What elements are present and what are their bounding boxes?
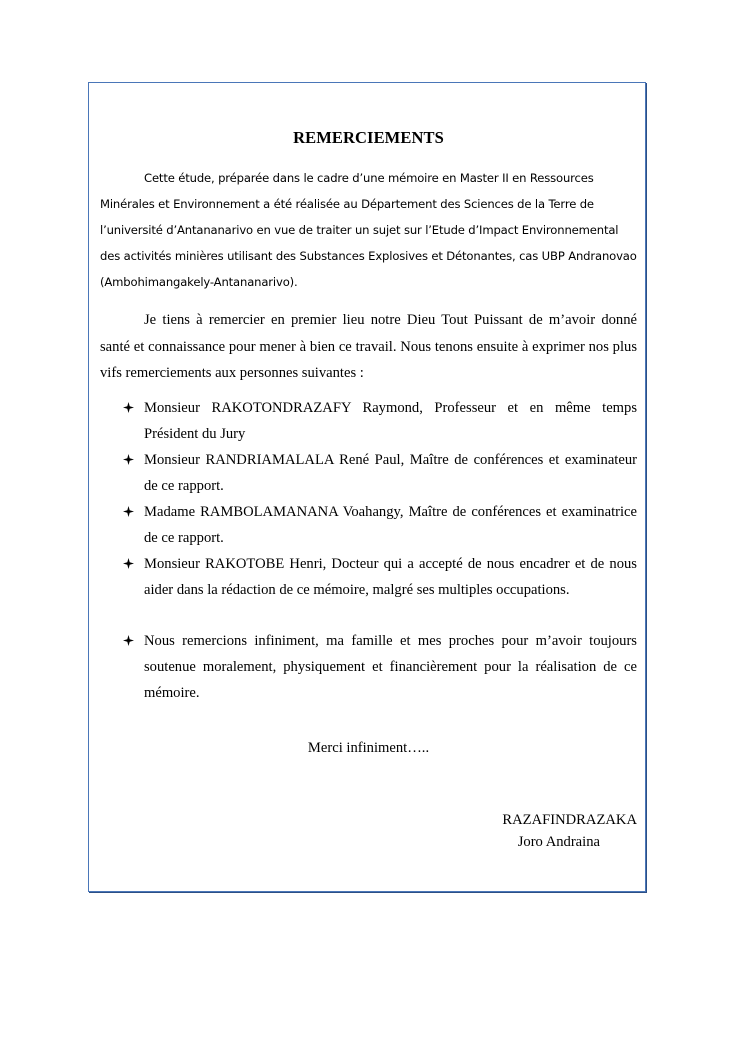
list-item-text: Monsieur RAKOTONDRAZAFY Raymond, Professeur et en même temps Président du Jury bbox=[144, 399, 637, 442]
list-item-text: Madame RAMBOLAMANANA Voahangy, Maître de conférences et examinatrice de ce rapport. bbox=[144, 503, 637, 546]
list-item-text: Monsieur RAKOTOBE Henri, Docteur qui a accepté de nous encadrer et de nous aider dans la rédaction de ce mémoire, malgré ses multiples occupations. bbox=[144, 555, 637, 598]
list-item bbox=[100, 551, 637, 603]
diamond-bullet-icon bbox=[123, 558, 134, 569]
signature-surname: RAZAFINDRAZAKA bbox=[502, 811, 637, 828]
signature-block bbox=[100, 809, 637, 853]
page-title: REMERCIEMENTS bbox=[293, 128, 444, 147]
thanks-paragraph: Je tiens à remercier en premier lieu notre Dieu Tout Puissant de m’avoir donné santé et connaissance pour mener à bien ce travail. Nous tenons ensuite à exprimer nos plus vifs remerciements aux personnes suivantes : bbox=[100, 312, 637, 381]
document-body bbox=[100, 128, 637, 853]
signature-firstname: Joro Andraina bbox=[517, 833, 600, 850]
diamond-bullet-icon bbox=[123, 402, 134, 413]
list-item-text: Nous remercions infiniment, ma famille et mes proches pour m’avoir toujours soutenue moralement, physiquement et financièrement pour la réalisation de ce mémoire. bbox=[144, 632, 637, 701]
list-item bbox=[100, 447, 637, 499]
diamond-bullet-icon bbox=[123, 454, 134, 465]
list-item bbox=[100, 499, 637, 551]
diamond-bullet-icon bbox=[123, 635, 134, 646]
intro-paragraph: Cette étude, préparée dans le cadre d’une mémoire en Master II en Ressources Minérales et Environnement a été réalisée au Département des Sciences de la Terre de l’université d’Antananarivo en vue de traiter un sujet sur l’Etude d’Impact Environnemental des activités minières utilisant des Substances Explosives et Détonantes, cas UBP Andranovao (Ambohimangakely-Antananarivo). bbox=[100, 171, 637, 289]
diamond-bullet-icon bbox=[123, 506, 134, 517]
list-item bbox=[100, 628, 637, 706]
closing-line: Merci infiniment….. bbox=[307, 739, 430, 756]
list-item bbox=[100, 395, 637, 447]
list-item-text: Monsieur RANDRIAMALALA René Paul, Maître de conférences et examinateur de ce rapport. bbox=[144, 451, 637, 494]
acknowledgement-list bbox=[100, 395, 637, 706]
